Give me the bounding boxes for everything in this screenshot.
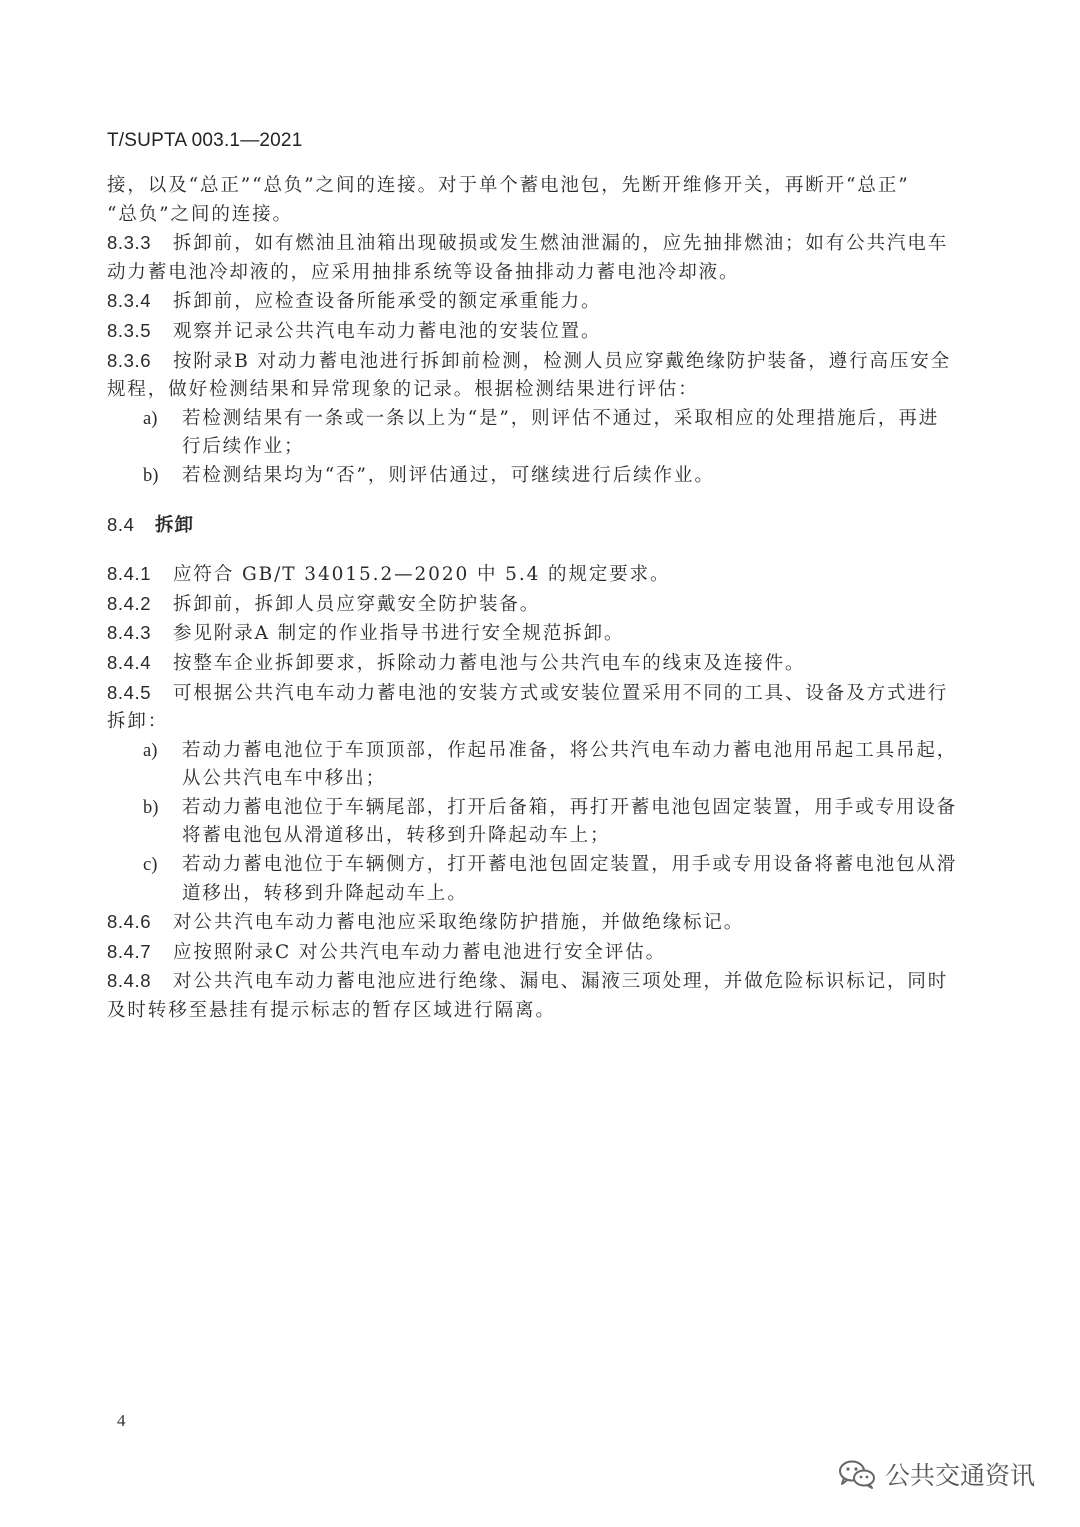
line-text: 参见附录A 制定的作业指导书进行安全规范拆卸。	[173, 623, 625, 645]
text-line	[107, 287, 907, 317]
clause	[107, 679, 949, 737]
list-marker: a)	[143, 740, 158, 761]
list-marker: c)	[143, 855, 158, 876]
text-line	[182, 765, 907, 794]
text-line	[182, 433, 907, 462]
clause	[107, 347, 952, 405]
line-text: 接，以及“总正”“总负”之间的连接。对于单个蓄电池包，先断开维修开关，再断开“总正”	[107, 175, 910, 196]
clause-number: 8.3.4	[107, 290, 152, 312]
line-text: 规程，做好检测结果和异常现象的记录。根据检测结果进行评估：	[107, 379, 699, 401]
text-line	[182, 822, 907, 851]
list-item	[107, 405, 940, 462]
section-number: 8.4	[107, 513, 135, 535]
clause	[107, 938, 907, 968]
text-line	[182, 405, 940, 434]
document-body	[107, 172, 958, 1026]
text-line	[182, 851, 958, 880]
clause-number: 8.4.1	[107, 563, 152, 585]
clause	[107, 560, 907, 590]
line-text: 按附录B 对动力蓄电池进行拆卸前检测，检测人员应穿戴绝缘防护装备，遵行高压安全	[173, 350, 952, 372]
line-text: 及时转移至悬挂有提示标志的暂存区域进行隔离。	[107, 1000, 556, 1022]
text-line	[107, 938, 907, 968]
list-marker: b)	[143, 465, 159, 486]
clause-number: 8.4.7	[107, 940, 152, 962]
text-line	[107, 229, 949, 259]
line-text: 可根据公共汽电车动力蓄电池的安装方式或安装位置采用不同的工具、设备及方式进行	[173, 682, 949, 704]
line-text: “总负”之间的连接。	[107, 203, 293, 225]
clause-number: 8.4.4	[107, 651, 152, 673]
clause-number: 8.4.5	[107, 681, 152, 703]
section-heading	[107, 511, 907, 541]
text-line	[107, 619, 907, 649]
list-item	[107, 737, 958, 794]
line-text: 道移出，转移到升降起动车上。	[182, 882, 468, 904]
text-line	[107, 679, 949, 709]
page-number: 4	[117, 1411, 126, 1430]
line-text: 若检测结果有一条或一条以上为“是”，则评估不通过，采取相应的处理措施后，再进	[182, 407, 940, 429]
text-line	[107, 317, 907, 347]
line-text: 应按照附录C 对公共汽电车动力蓄电池进行安全评估。	[173, 941, 667, 963]
line-text: 动力蓄电池冷却液的，应采用抽排系统等设备抽排动力蓄电池冷却液。	[107, 261, 740, 283]
text-line	[107, 908, 907, 938]
document-code: T/SUPTA 003.1—2021	[107, 130, 303, 151]
text-line	[107, 560, 907, 590]
text-line	[107, 201, 907, 230]
list-item	[107, 794, 958, 851]
text-line	[107, 967, 949, 997]
line-text: 拆卸前，如有燃油且油箱出现破损或发生燃油泄漏的，应先抽排燃油；如有公共汽电车	[173, 233, 949, 255]
clause-number: 8.3.3	[107, 232, 152, 254]
line-text: 若动力蓄电池位于车辆尾部，打开后备箱，再打开蓄电池包固定装置，用手或专用设备	[182, 796, 958, 818]
line-text: 对公共汽电车动力蓄电池应进行绝缘、漏电、漏液三项处理，并做危险标识标记，同时	[173, 971, 949, 993]
line-text: 若动力蓄电池位于车辆侧方，打开蓄电池包固定装置，用手或专用设备将蓄电池包从滑	[182, 854, 958, 876]
text-line	[107, 708, 907, 737]
clause	[107, 619, 907, 649]
clause-number: 8.4.3	[107, 622, 152, 644]
text-line	[107, 376, 907, 405]
watermark	[837, 1456, 1035, 1492]
clause-number: 8.4.8	[107, 970, 152, 992]
text-line	[182, 737, 958, 766]
line-text: 对公共汽电车动力蓄电池应采取绝缘防护措施，并做绝缘标记。	[173, 912, 745, 934]
line-text: 若检测结果均为“否”，则评估通过，可继续进行后续作业。	[182, 464, 715, 486]
text-line	[107, 347, 952, 377]
text-line	[107, 259, 907, 288]
clause	[107, 229, 949, 287]
line-text: 拆卸前，应检查设备所能承受的额定承重能力。	[173, 291, 602, 313]
list-item	[107, 851, 958, 908]
line-text: 应符合 GB/T 34015.2—2020 中 5.4 的规定要求。	[173, 564, 671, 586]
text-line	[182, 794, 958, 823]
clause	[107, 590, 907, 620]
clause	[107, 967, 949, 1025]
text-line	[107, 997, 907, 1026]
line-text: 拆卸：	[107, 711, 169, 733]
clause-number: 8.3.6	[107, 349, 152, 371]
line-text: 按整车企业拆卸要求，拆除动力蓄电池与公共汽电车的线束及连接件。	[173, 652, 806, 674]
line-text: 拆卸前，拆卸人员应穿戴安全防护装备。	[173, 593, 541, 615]
paragraph	[107, 172, 910, 229]
clause	[107, 908, 907, 938]
clause	[107, 317, 907, 347]
line-text: 从公共汽电车中移出；	[182, 768, 387, 790]
text-line	[107, 590, 907, 620]
clause	[107, 287, 907, 317]
text-line	[107, 172, 910, 201]
clause-number: 8.4.2	[107, 592, 152, 614]
line-text: 将蓄电池包从滑道移出，转移到升降起动车上；	[182, 825, 611, 847]
line-text: 观察并记录公共汽电车动力蓄电池的安装位置。	[173, 320, 602, 342]
clause	[107, 649, 907, 679]
list-marker: b)	[143, 797, 159, 818]
wechat-icon	[837, 1459, 877, 1489]
clause-number: 8.3.5	[107, 319, 152, 341]
text-line	[182, 462, 907, 491]
list-item	[107, 462, 907, 491]
list-marker: a)	[143, 408, 158, 429]
line-text: 行后续作业；	[182, 436, 305, 458]
text-line	[182, 880, 907, 909]
section-title: 拆卸	[155, 514, 195, 536]
clause-number: 8.4.6	[107, 911, 152, 933]
line-text: 若动力蓄电池位于车顶顶部，作起吊准备，将公共汽电车动力蓄电池用吊起工具吊起，	[182, 739, 958, 761]
text-line	[107, 649, 907, 679]
watermark-text: 公共交通资讯	[885, 1461, 1036, 1490]
